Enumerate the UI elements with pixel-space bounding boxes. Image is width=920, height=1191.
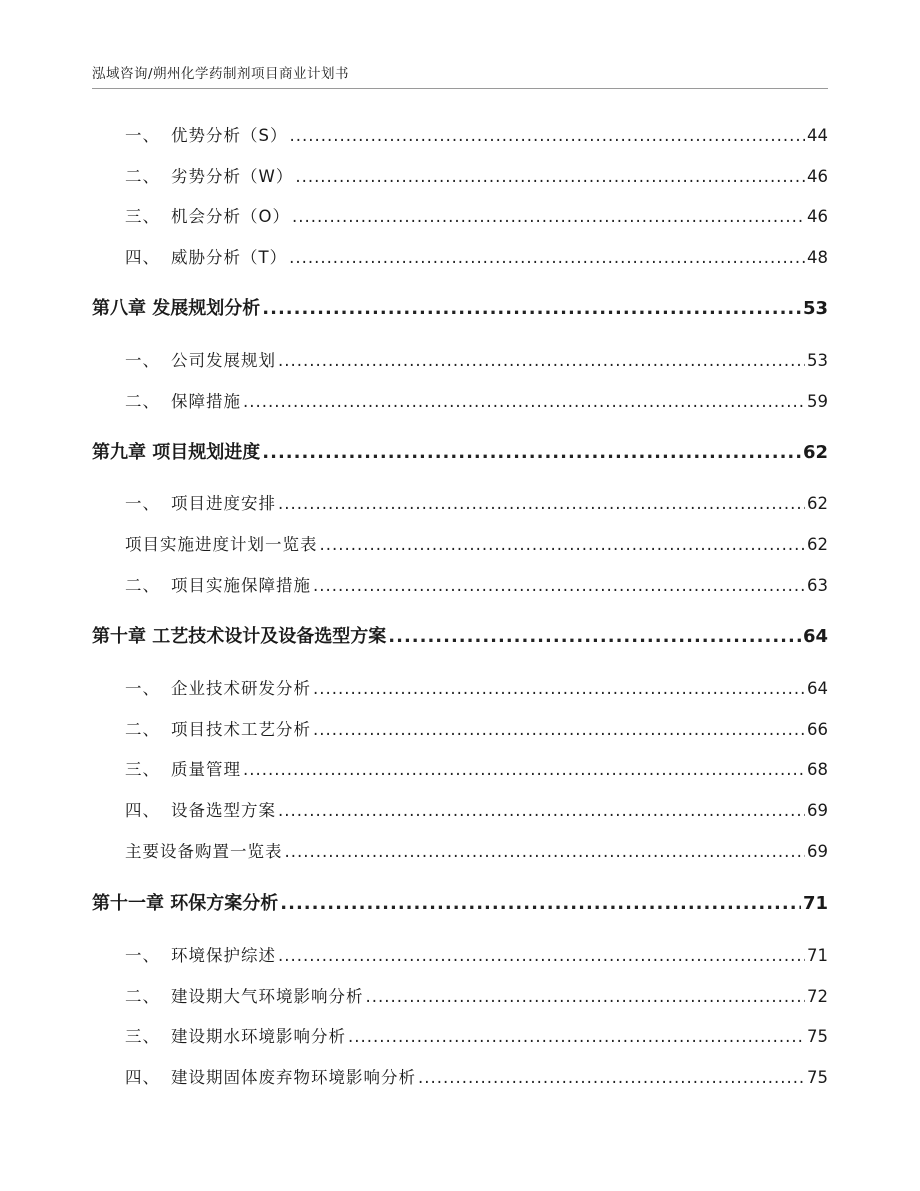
toc-section-entry[interactable] <box>125 492 828 516</box>
toc-section-entry[interactable] <box>125 944 828 968</box>
toc-section-entry[interactable] <box>125 205 828 229</box>
toc-page-number: 53 <box>802 298 828 319</box>
toc-chapter-title: 第十一章 环保方案分析 <box>92 893 279 914</box>
toc-section-title: 设备选型方案 <box>171 801 276 820</box>
toc-section-number: 四、 <box>125 1068 160 1087</box>
toc-dot-leader <box>289 124 805 148</box>
toc-page-number: 64 <box>807 679 828 698</box>
toc-page-number: 62 <box>807 494 828 513</box>
toc-page-number: 48 <box>807 248 828 267</box>
toc-section-title: 优势分析（S） <box>171 126 288 145</box>
toc-dot-leader <box>278 492 805 516</box>
toc-section-entry[interactable] <box>125 985 828 1009</box>
toc-table-entry[interactable] <box>125 533 828 557</box>
toc-section-number: 三、 <box>125 1027 160 1046</box>
toc-section-number: 四、 <box>125 248 160 267</box>
toc-dot-leader <box>292 205 805 229</box>
toc-page-number: 62 <box>802 442 828 463</box>
toc-section-entry[interactable] <box>125 677 828 701</box>
toc-dot-leader <box>313 677 805 701</box>
toc-page-number: 69 <box>807 801 828 820</box>
toc-section-entry[interactable] <box>125 349 828 373</box>
toc-dot-leader <box>320 533 806 557</box>
toc-section-number: 二、 <box>125 392 160 411</box>
toc-chapter-entry[interactable] <box>92 623 828 651</box>
toc-dot-leader <box>243 390 805 414</box>
toc-chapter-title: 第十章 工艺技术设计及设备选型方案 <box>92 626 387 647</box>
toc-dot-leader <box>366 985 806 1009</box>
toc-section-entry[interactable] <box>125 718 828 742</box>
toc-chapter-title: 第九章 项目规划进度 <box>92 442 261 463</box>
toc-dot-leader <box>313 574 805 598</box>
toc-section-entry[interactable] <box>125 1025 828 1049</box>
toc-dot-leader <box>418 1066 805 1090</box>
toc-section-title: 建设期大气环境影响分析 <box>171 987 364 1006</box>
toc-page-number: 64 <box>802 626 828 647</box>
toc-section-entry[interactable] <box>125 165 828 189</box>
toc-dot-leader <box>278 944 805 968</box>
toc-section-title: 保障措施 <box>171 392 241 411</box>
toc-section-entry[interactable] <box>125 390 828 414</box>
toc-dot-leader <box>262 439 801 467</box>
toc-section-title: 企业技术研发分析 <box>171 679 311 698</box>
toc-dot-leader <box>285 840 806 864</box>
toc-section-entry[interactable] <box>125 1066 828 1090</box>
toc-section-entry[interactable] <box>125 124 828 148</box>
toc-section-number: 二、 <box>125 576 160 595</box>
toc-table-title: 主要设备购置一览表 <box>125 842 283 861</box>
toc-page-number: 44 <box>807 126 828 145</box>
toc-section-number: 二、 <box>125 167 160 186</box>
toc-section-title: 机会分析（O） <box>171 207 290 226</box>
toc-chapter-entry[interactable] <box>92 890 828 918</box>
toc-section-title: 项目技术工艺分析 <box>171 720 311 739</box>
toc-dot-leader <box>289 246 805 270</box>
toc-page-number: 66 <box>807 720 828 739</box>
toc-page-number: 53 <box>807 351 828 370</box>
toc-dot-leader <box>278 349 805 373</box>
toc-section-number: 一、 <box>125 351 160 370</box>
toc-section-number: 一、 <box>125 679 160 698</box>
toc-dot-leader <box>262 295 801 323</box>
toc-dot-leader <box>280 890 801 918</box>
toc-section-number: 三、 <box>125 207 160 226</box>
toc-page-number: 71 <box>802 893 828 914</box>
toc-page-number: 46 <box>807 167 828 186</box>
toc-dot-leader <box>295 165 805 189</box>
toc-page-number: 69 <box>807 842 828 861</box>
toc-page-number: 71 <box>807 946 828 965</box>
toc-page-number: 72 <box>807 987 828 1006</box>
toc-section-number: 四、 <box>125 801 160 820</box>
toc-dot-leader <box>243 758 805 782</box>
toc-section-title: 项目进度安排 <box>171 494 276 513</box>
toc-section-title: 质量管理 <box>171 760 241 779</box>
toc-page-number: 59 <box>807 392 828 411</box>
toc-section-number: 三、 <box>125 760 160 779</box>
toc-section-entry[interactable] <box>125 574 828 598</box>
toc-page-number: 75 <box>807 1027 828 1046</box>
toc-dot-leader <box>278 799 805 823</box>
toc-page-number: 62 <box>807 535 828 554</box>
toc-section-entry[interactable] <box>125 758 828 782</box>
toc-section-number: 二、 <box>125 987 160 1006</box>
toc-section-title: 公司发展规划 <box>171 351 276 370</box>
toc-section-number: 一、 <box>125 946 160 965</box>
toc-section-title: 环境保护综述 <box>171 946 276 965</box>
toc-section-entry[interactable] <box>125 246 828 270</box>
toc-section-title: 建设期固体废弃物环境影响分析 <box>171 1068 416 1087</box>
toc-page-number: 63 <box>807 576 828 595</box>
toc-section-title: 项目实施保障措施 <box>171 576 311 595</box>
toc-chapter-title: 第八章 发展规划分析 <box>92 298 261 319</box>
toc-section-title: 威胁分析（T） <box>171 248 288 267</box>
toc-section-title: 建设期水环境影响分析 <box>171 1027 346 1046</box>
toc-section-number: 一、 <box>125 494 160 513</box>
toc-dot-leader <box>348 1025 805 1049</box>
toc-table-entry[interactable] <box>125 840 828 864</box>
toc-dot-leader <box>388 623 801 651</box>
toc-chapter-entry[interactable] <box>92 295 828 323</box>
toc-page-number: 68 <box>807 760 828 779</box>
toc-section-entry[interactable] <box>125 799 828 823</box>
toc-section-number: 一、 <box>125 126 160 145</box>
toc-section-title: 劣势分析（W） <box>171 167 294 186</box>
toc-dot-leader <box>313 718 805 742</box>
page-header: 泓域咨询/朔州化学药制剂项目商业计划书 <box>92 66 350 82</box>
toc-table-title: 项目实施进度计划一览表 <box>125 535 318 554</box>
toc-section-number: 二、 <box>125 720 160 739</box>
toc-page-number: 75 <box>807 1068 828 1087</box>
toc-chapter-entry[interactable] <box>92 439 828 467</box>
toc-page-number: 46 <box>807 207 828 226</box>
